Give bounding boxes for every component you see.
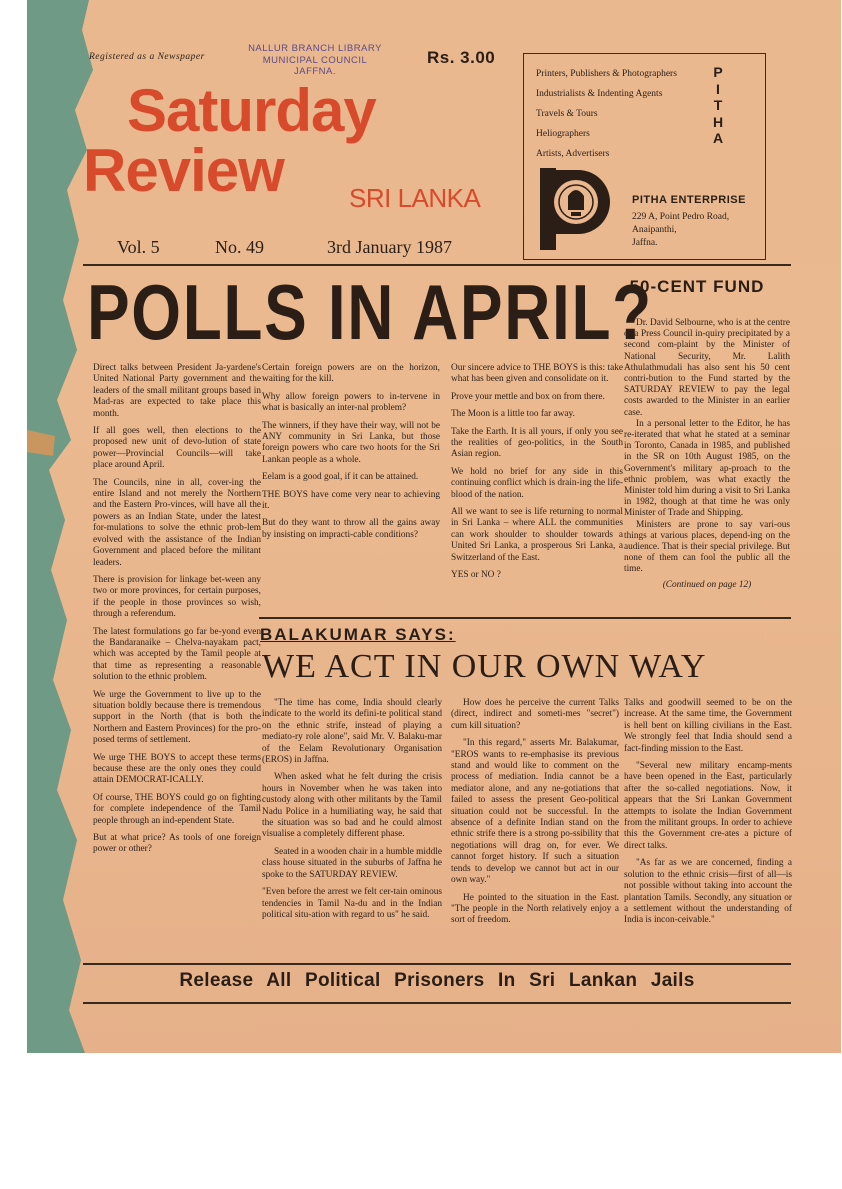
- registration-note: Registered as a Newspaper: [89, 52, 205, 62]
- paragraph: We hold no brief for any side in this continuing conflict which is drain-ing the life-blood of the nation.: [451, 466, 623, 500]
- paragraph: But at what price? As tools of one foreign power or other?: [93, 833, 261, 855]
- footer-divider-bottom: [83, 1002, 791, 1004]
- issue-date: 3rd January 1987: [327, 237, 452, 257]
- advert-letter: H: [712, 113, 724, 130]
- advert-service: Travels & Tours: [536, 109, 598, 119]
- paragraph: "The time has come, India should clearly indicate to the world its defini-te political stand on the ethnic strife, instead of playing a mediato-ry role alone", said Mr. V. Balaku-mar of the Eelam Revolutionary Organisation (EROS) in Jaffna.: [262, 698, 442, 766]
- paragraph: "As far as we are concerned, finding a solution to the ethnic crisis—first of all—is not possible without taking into account the plantation Tamils. Secondly, any situation or a settlement without the understanding of India is incon-ceivable.": [624, 858, 792, 926]
- paragraph: THE BOYS have come very near to achieving it.: [262, 489, 440, 512]
- lead-story-column-1: [93, 363, 261, 862]
- newspaper-page: [27, 0, 841, 1053]
- paragraph: Direct talks between President Ja-yardene's United National Party government and the leaders of the small militant groups based in Mad-ras are expected to take place this month.: [93, 363, 261, 419]
- lead-headline: POLLS IN APRIL?: [87, 268, 653, 356]
- paragraph: Eelam is a good goal, if it can be attained.: [262, 472, 419, 483]
- advert-service: Printers, Publishers & Photographers: [536, 69, 677, 79]
- second-story-column-1: [262, 698, 442, 927]
- paragraph: How does he perceive the current Talks (direct, indirect and someti-mes "secret") cum kill situation?: [451, 698, 619, 731]
- library-stamp: [215, 43, 415, 78]
- advert-letter: T: [713, 97, 723, 113]
- pitha-logo-icon: [538, 166, 610, 252]
- paragraph: We urge the Government to live up to the situation boldly because there is tremendous support in the North (that is both the Northern and Eastern Provinces) for the pro-posed terms of settlement.: [93, 689, 261, 746]
- paragraph: Seated in a wooden chair in a humble middle class house situated in the suburbs of Jaffna he spoke to the SATURDAY REVIEW.: [262, 846, 442, 880]
- paragraph: But do they want to throw all the gains away by insisting on impracti-cable conditions?: [262, 518, 440, 540]
- advert-service: Artists, Advertisers: [536, 149, 610, 159]
- paragraph: In a personal letter to the Editor, he has re-iterated that what he stated at a seminar in Toronto, Canada in 1985, and published in the SR on 10th August 1985, on the Government's military ap-proach to the ethnic problem, was what exactly the Minister told him during a visit to Sri Lanka in 1982, though at that time he was only Minister of Trade and Shipping.: [624, 418, 790, 519]
- advert-service: Heliographers: [536, 129, 590, 139]
- paragraph: We urge THE BOYS to accept these terms because these are the only ones they could attain DEMOCRAT-ICALLY.: [93, 752, 261, 786]
- paragraph: "Several new military encamp-ments have been opened in the East, particularly after the so-called negotiations. Now, it appears that the Sri Lankan Government attempts to isolate the Indian Government from the militant groups. In order to achieve this the Government cre-ates a picture of direct talks.: [624, 761, 792, 851]
- advert-letter: P: [713, 64, 723, 80]
- paragraph: Talks and goodwill seemed to be on the increase. At the same time, the Government is hell bent on killing civilians in the East. We strongly feel that India should send a fact-finding mission to the East.: [624, 698, 792, 754]
- paragraph: The winners, if they have their way, will not be ANY community in Sri Lanka, but those foreign powers who care two hoots for the Sri Lankan people as a whole.: [262, 420, 440, 465]
- advert-services-list: [536, 64, 677, 164]
- header-divider: [83, 264, 791, 266]
- paragraph: Dr. David Selbourne, who is at the centre of a Press Council in-quiry precipitated by a second com-plaint by the Minister of National Security, Mr. Lalith Athulathmudali has also sent his 50 cent contri-bution to the Fund started by the SATURDAY REVIEW to pay the legal costs awarded to the Minister in an earlier case.: [624, 318, 790, 418]
- paragraph: The Moon is a little too far away.: [451, 409, 575, 420]
- advert-address: [632, 211, 729, 250]
- advert-letter: A: [712, 130, 724, 146]
- masthead-title-saturday: Saturday: [127, 77, 376, 144]
- paragraph: Prove your mettle and box on from there.: [451, 391, 605, 402]
- address-line: Anaipanthi,: [632, 225, 677, 235]
- paragraph: "Even before the arrest we felt cer-tain ominous tendencies in Tamil Na-du and in the Indian political situ-ation with regard to us" he said.: [262, 887, 442, 920]
- section-divider: [259, 617, 791, 619]
- advert-company-name: PITHA ENTERPRISE: [632, 194, 746, 206]
- stamp-line: NALLUR BRANCH LIBRARY: [248, 43, 382, 54]
- lead-story-column-3: [451, 363, 623, 588]
- advert-vertical-word: [708, 64, 728, 147]
- footer-divider-top: [83, 963, 791, 965]
- masthead-country: SRI LANKA: [349, 183, 481, 213]
- second-story-kicker: BALAKUMAR SAYS:: [260, 625, 456, 644]
- paragraph: There is provision for linkage bet-ween any two or more provinces, for certain purposes, if the people in those provinces so wish, through a referendum.: [93, 574, 261, 620]
- number-label: No. 49: [215, 237, 264, 257]
- lead-story-column-2: [262, 363, 440, 547]
- stamp-line: JAFFNA.: [293, 66, 337, 77]
- second-story-column-3: [624, 698, 792, 933]
- second-story-column-2: [451, 698, 619, 933]
- volume-label: Vol. 5: [117, 237, 160, 257]
- paragraph: The latest formulations go far be-yond even the Bandaranaike – Chelva-nayakam pact, which was accepted by the Tamil people at that time as representing a reasonable solution to the ethnic problem.: [93, 626, 261, 683]
- pitha-advert: [523, 53, 766, 260]
- fund-column: [624, 318, 790, 591]
- paragraph: Why allow foreign powers to in-tervene in what is basically an inter-nal problem?: [262, 391, 440, 414]
- price-label: Rs. 3.00: [427, 48, 496, 67]
- fund-title: 50-CENT FUND: [629, 277, 765, 296]
- advert-letter: I: [716, 80, 720, 97]
- stamp-line: MUNICIPAL COUNCIL: [262, 54, 368, 66]
- paragraph: "In this regard," asserts Mr. Balakumar, "EROS wants to re-emphasise its previous stand and would like to comment on the process of mediation. India cannot be a mediator alone, and any ne-gotiations that failed to assess the present Geo-political situation could not be successful. In the absence of a definite Indian stand on the ethnic strife there is a strong po-ssibility that negotiations will drag on, for ever. We cannot forget history. If such a situation tends to develop we cannot but act in our own way.": [451, 738, 619, 886]
- address-line: Jaffna.: [632, 238, 658, 248]
- continued-note: (Continued on page 12): [662, 579, 752, 590]
- paragraph: All we want to see is life returning to normal in Sri Lanka – where ALL the communities can work shoulder to shoulder towards a United Sri Lanka, a prosperous Sri Lanka, a Switzerland of the East.: [451, 507, 623, 563]
- paragraph: Certain foreign powers are on the horizon, waiting for the kill.: [262, 363, 440, 385]
- footer-slogan: Release All Political Prisoners In Sri Lankan Jails: [179, 970, 695, 991]
- paragraph: Ministers are prone to say vari-ous things at various places, depend-ing on the audience. That is their special privilege. But none of them can fool the public all the time.: [624, 519, 790, 575]
- paragraph: Of course, THE BOYS could go on fighting for complete independence of the Tamil people through an ind-ependent State.: [93, 792, 261, 826]
- paragraph: YES or NO ?: [451, 570, 501, 581]
- paragraph: Take the Earth. It is all yours, if only you see the realities of geo-politics, in the South Asian region.: [451, 426, 623, 460]
- paragraph: If all goes well, then elections to the proposed new unit of devo-lution of state power—Provincial Councils—will take place around April.: [93, 426, 261, 471]
- paragraph: When asked what he felt during the crisis hours in November when he was taken into custody along with other militants by the Tamil Nadu Police in a humiliating way, he said that the situation was so bad and he could almost visualise a completely different phase.: [262, 772, 442, 840]
- address-line: 229 A, Point Pedro Road,: [632, 212, 730, 222]
- paragraph: Our sincere advice to THE BOYS is this: take what has been given and consolidate on it.: [451, 363, 623, 385]
- masthead-title-review: Review: [83, 137, 284, 204]
- advert-service: Industrialists & Indenting Agents: [536, 89, 663, 99]
- issue-line: [117, 237, 517, 258]
- second-story-headline: WE ACT IN OUR OWN WAY: [262, 648, 707, 685]
- paragraph: The Councils, nine in all, cover-ing the entire Island and not merely the Northern and the Eastern Pro-vinces, will have all the powers as an Indian State, under the latest for-mulations to solve the ethnic prob-lem evolved with the assistance of the Indian Government and placed before the militant leaders.: [93, 477, 261, 568]
- paragraph: He pointed to the situation in the East. "The people in the North relatively enjoy a sort of freedom.: [451, 892, 619, 926]
